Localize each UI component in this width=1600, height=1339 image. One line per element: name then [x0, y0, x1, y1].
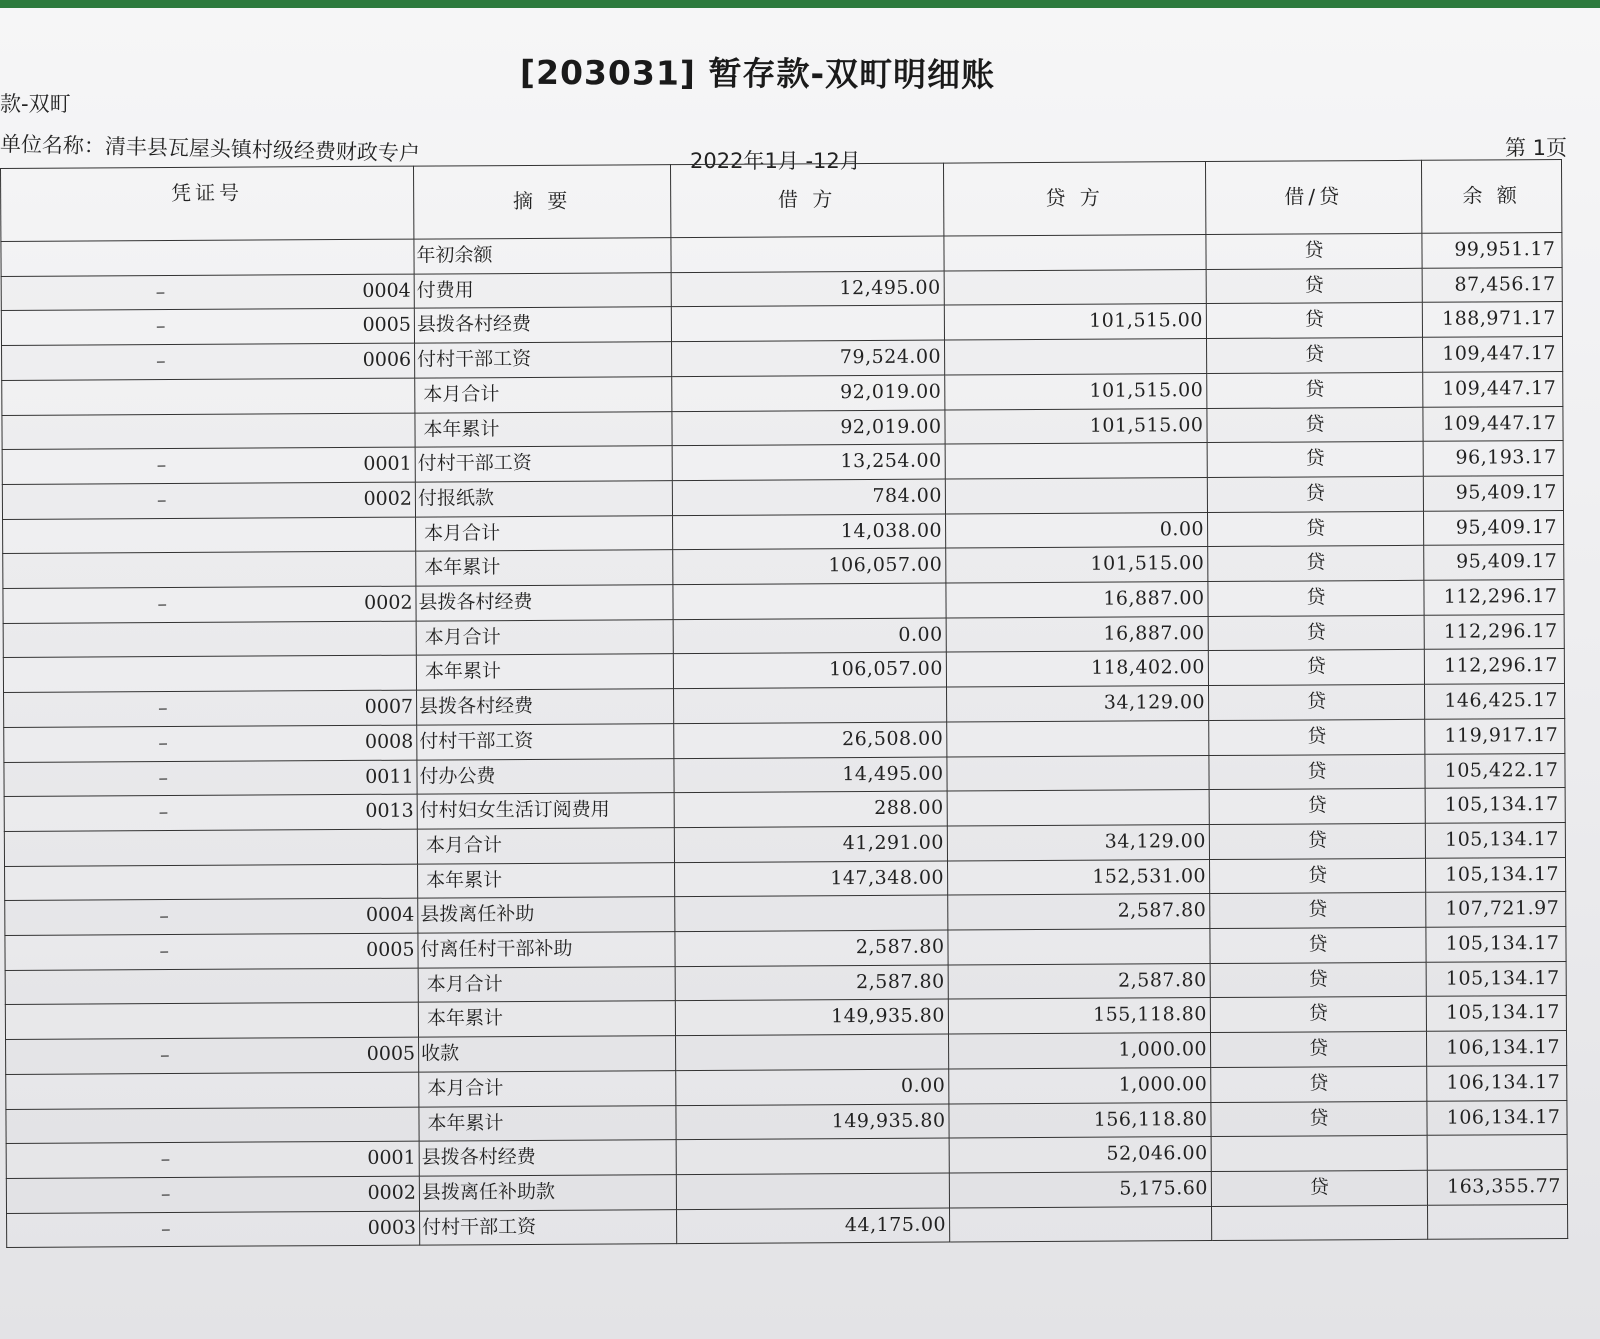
debit-cell: 14,495.00	[674, 757, 947, 793]
dc-cell: 贷	[1206, 233, 1422, 269]
unit-name: 单位名称：清丰县瓦屋头镇村级经费财政专户	[0, 132, 421, 166]
summary-cell: 县拨各村经费	[414, 307, 671, 343]
column-header-debit: 借 方	[670, 163, 943, 238]
voucher-number: 0002	[363, 487, 412, 510]
credit-cell	[948, 929, 1210, 965]
dc-cell: 贷	[1209, 789, 1425, 825]
voucher-number: 0005	[362, 314, 411, 337]
debit-cell: 41,291.00	[674, 826, 947, 862]
debit-cell: 147,348.00	[675, 861, 948, 897]
summary-cell: 本年累计	[419, 1105, 676, 1141]
credit-cell: 2,587.80	[948, 963, 1210, 999]
voucher-cell	[2, 413, 415, 450]
credit-cell: 156,118.80	[949, 1102, 1211, 1138]
debit-cell: 106,057.00	[673, 652, 946, 688]
debit-cell: 106,057.00	[673, 548, 946, 584]
debit-cell	[671, 305, 944, 341]
ledger-body	[1, 233, 1568, 1248]
debit-cell: 149,935.80	[676, 1104, 949, 1140]
balance-cell	[1427, 1135, 1567, 1171]
dc-cell: 贷	[1210, 962, 1426, 998]
dc-cell: 贷	[1207, 476, 1423, 512]
voucher-number: 0007	[364, 695, 414, 719]
voucher-cell	[4, 794, 417, 831]
debit-cell	[676, 1034, 949, 1070]
column-header-credit: 贷 方	[943, 162, 1205, 237]
credit-cell: 101,515.00	[946, 547, 1208, 583]
debit-cell: 0.00	[673, 618, 946, 654]
credit-cell	[944, 235, 1206, 271]
dc-cell: 贷	[1209, 754, 1425, 790]
voucher-number: 0006	[362, 348, 412, 372]
voucher-cell	[3, 586, 416, 623]
dc-cell	[1211, 1205, 1427, 1241]
credit-cell: 16,887.00	[946, 616, 1208, 652]
credit-cell: 34,129.00	[947, 686, 1209, 722]
summary-cell: 本年累计	[416, 654, 673, 690]
voucher-dash: –	[158, 731, 168, 754]
credit-cell	[947, 755, 1209, 791]
dc-cell: 贷	[1208, 546, 1424, 582]
voucher-cell	[2, 447, 415, 484]
voucher-number: 0003	[367, 1216, 417, 1239]
voucher-cell	[4, 760, 417, 797]
voucher-cell	[5, 898, 418, 935]
debit-cell: 2,587.80	[675, 965, 948, 1001]
summary-cell: 付离任村干部补助	[418, 932, 675, 968]
voucher-dash: –	[157, 593, 168, 616]
summary-cell: 付办公费	[417, 758, 674, 794]
dc-cell: 贷	[1206, 268, 1422, 304]
credit-cell: 34,129.00	[947, 824, 1209, 860]
credit-cell	[947, 720, 1209, 756]
debit-cell: 12,495.00	[671, 271, 944, 307]
balance-cell: 95,409.17	[1423, 475, 1563, 511]
credit-cell	[945, 477, 1207, 513]
debit-cell: 784.00	[672, 479, 945, 515]
credit-cell	[947, 790, 1209, 826]
voucher-number: 0002	[367, 1181, 416, 1204]
voucher-number: 0005	[366, 1042, 416, 1066]
dc-cell: 贷	[1207, 372, 1423, 408]
voucher-number: 0001	[363, 452, 412, 476]
balance-cell: 95,409.17	[1424, 545, 1564, 581]
balance-cell: 112,296.17	[1424, 580, 1564, 616]
account-label: 款-双町	[0, 92, 71, 116]
voucher-dash: –	[161, 1217, 171, 1240]
credit-cell: 101,515.00	[945, 408, 1207, 444]
balance-cell: 105,134.17	[1425, 857, 1565, 893]
credit-cell: 0.00	[946, 512, 1208, 548]
table-header-row	[1, 160, 1562, 242]
balance-cell: 146,425.17	[1424, 684, 1564, 720]
dc-cell: 贷	[1209, 684, 1425, 720]
debit-cell	[674, 687, 947, 723]
debit-cell	[676, 1138, 949, 1174]
voucher-cell	[1, 239, 414, 276]
summary-cell: 付村干部工资	[420, 1209, 677, 1245]
voucher-number: 0013	[365, 799, 414, 823]
voucher-dash: –	[160, 1183, 171, 1206]
voucher-cell	[6, 1107, 419, 1144]
dc-cell	[1211, 1136, 1427, 1172]
debit-cell: 26,508.00	[674, 722, 947, 758]
voucher-dash: –	[158, 697, 168, 720]
balance-cell: 109,447.17	[1422, 337, 1562, 373]
balance-cell: 105,134.17	[1425, 822, 1565, 858]
dc-cell: 贷	[1211, 1101, 1427, 1137]
credit-cell: 155,118.80	[948, 998, 1210, 1034]
balance-cell: 87,456.17	[1422, 267, 1562, 303]
voucher-dash: –	[155, 315, 166, 338]
dc-cell: 贷	[1207, 337, 1423, 373]
balance-cell: 99,951.17	[1422, 233, 1562, 269]
voucher-cell	[1, 274, 414, 311]
credit-cell: 118,402.00	[946, 651, 1208, 687]
voucher-dash: –	[156, 454, 167, 477]
voucher-dash: –	[158, 766, 169, 789]
voucher-dash: –	[156, 488, 167, 512]
voucher-dash: –	[158, 801, 169, 824]
voucher-cell	[2, 343, 415, 380]
voucher-number: 0004	[362, 279, 411, 302]
summary-cell: 付村干部工资	[417, 723, 674, 759]
voucher-cell	[2, 378, 415, 415]
balance-cell: 105,134.17	[1426, 996, 1566, 1032]
voucher-dash: –	[156, 350, 166, 373]
summary-cell: 付村妇女生活订阅费用	[417, 793, 674, 829]
summary-cell: 付村干部工资	[415, 342, 672, 378]
voucher-cell	[3, 551, 416, 588]
dc-cell: 贷	[1210, 858, 1426, 894]
dc-cell: 贷	[1211, 1066, 1427, 1102]
debit-cell: 149,935.80	[675, 1000, 948, 1036]
summary-cell: 本年累计	[415, 411, 672, 447]
dc-cell: 贷	[1208, 615, 1424, 651]
debit-cell: 44,175.00	[677, 1208, 950, 1244]
voucher-cell	[5, 864, 418, 901]
summary-cell: 付费用	[414, 272, 671, 308]
dc-cell: 贷	[1210, 997, 1426, 1033]
summary-cell: 本年累计	[418, 1001, 675, 1037]
summary-cell: 本年累计	[416, 550, 673, 586]
voucher-dash: –	[160, 1044, 170, 1067]
credit-cell: 52,046.00	[949, 1137, 1211, 1173]
summary-cell: 本月合计	[416, 619, 673, 655]
dc-cell: 贷	[1209, 823, 1425, 859]
balance-cell: 105,134.17	[1426, 927, 1566, 963]
balance-cell: 188,971.17	[1422, 302, 1562, 338]
voucher-cell	[4, 725, 417, 762]
dc-cell: 贷	[1210, 927, 1426, 963]
balance-cell: 106,134.17	[1427, 1065, 1567, 1101]
voucher-number: 0001	[367, 1146, 416, 1170]
summary-cell: 付报纸款	[415, 481, 672, 517]
debit-cell	[671, 236, 944, 272]
balance-cell: 106,134.17	[1427, 1100, 1567, 1136]
credit-cell: 16,887.00	[946, 582, 1208, 618]
summary-cell: 县拨各村经费	[419, 1140, 676, 1176]
credit-cell: 1,000.00	[949, 1033, 1211, 1069]
summary-cell: 本月合计	[418, 966, 675, 1002]
summary-cell: 本月合计	[416, 515, 673, 551]
summary-cell: 本月合计	[419, 1070, 676, 1106]
credit-cell: 2,587.80	[948, 894, 1210, 930]
debit-cell: 13,254.00	[672, 444, 945, 480]
debit-cell: 92,019.00	[672, 375, 945, 411]
balance-cell: 105,134.17	[1426, 961, 1566, 997]
voucher-cell	[6, 1141, 419, 1178]
debit-cell: 14,038.00	[673, 514, 946, 550]
summary-cell: 付村干部工资	[415, 446, 672, 482]
dc-cell: 贷	[1206, 303, 1422, 339]
column-header-dc: 借/贷	[1205, 160, 1421, 234]
voucher-cell	[3, 517, 416, 554]
voucher-cell	[6, 1176, 419, 1213]
page-title: [203031] 暂存款-双町明细账	[519, 52, 996, 95]
voucher-cell	[4, 829, 417, 866]
dc-cell: 贷	[1208, 511, 1424, 547]
summary-cell: 县拨离任补助款	[419, 1175, 676, 1211]
voucher-cell	[3, 656, 416, 693]
balance-cell: 105,134.17	[1425, 788, 1565, 824]
summary-cell: 县拨各村经费	[416, 585, 673, 621]
dc-cell: 贷	[1209, 719, 1425, 755]
summary-cell: 年初余额	[414, 238, 671, 274]
summary-cell: 本月合计	[417, 828, 674, 864]
summary-cell: 县拨离任补助	[418, 897, 675, 933]
voucher-number: 0011	[365, 765, 414, 788]
voucher-cell	[2, 482, 415, 519]
balance-cell: 96,193.17	[1423, 441, 1563, 477]
balance-cell: 105,422.17	[1425, 753, 1565, 789]
dc-cell: 贷	[1208, 580, 1424, 616]
summary-cell: 本月合计	[415, 376, 672, 412]
column-header-voucher: 凭证号	[1, 166, 414, 241]
voucher-cell	[6, 1072, 419, 1109]
credit-cell: 152,531.00	[948, 859, 1210, 895]
debit-cell: 92,019.00	[672, 410, 945, 446]
cover-edge	[0, 0, 1600, 8]
summary-cell: 本年累计	[418, 862, 675, 898]
voucher-number: 0005	[366, 938, 415, 961]
credit-cell	[945, 443, 1207, 479]
balance-cell: 163,355.77	[1427, 1169, 1567, 1205]
balance-cell: 112,296.17	[1424, 649, 1564, 685]
voucher-cell	[1, 309, 414, 346]
credit-cell	[945, 339, 1207, 375]
dc-cell: 贷	[1211, 1170, 1427, 1206]
dc-cell: 贷	[1207, 442, 1423, 478]
balance-cell: 109,447.17	[1423, 406, 1563, 442]
voucher-cell	[5, 968, 418, 1005]
balance-cell: 106,134.17	[1426, 1031, 1566, 1067]
column-header-summary: 摘 要	[413, 165, 670, 239]
balance-cell	[1427, 1204, 1567, 1240]
balance-cell: 95,409.17	[1423, 510, 1563, 546]
ledger-table	[0, 159, 1568, 1248]
voucher-dash: –	[159, 940, 170, 963]
voucher-dash: –	[159, 905, 169, 928]
balance-cell: 112,296.17	[1424, 614, 1564, 650]
debit-cell: 0.00	[676, 1069, 949, 1105]
credit-cell: 101,515.00	[944, 304, 1206, 340]
summary-cell: 县拨各村经费	[417, 689, 674, 725]
voucher-dash: –	[160, 1148, 171, 1171]
debit-cell	[676, 1173, 949, 1209]
column-header-balance: 余 额	[1421, 160, 1561, 234]
dc-cell: 贷	[1211, 1031, 1427, 1067]
credit-cell	[944, 269, 1206, 305]
voucher-number: 0008	[364, 730, 414, 753]
credit-cell	[950, 1206, 1212, 1242]
debit-cell: 288.00	[674, 791, 947, 827]
voucher-number: 0004	[365, 903, 415, 927]
balance-cell: 109,447.17	[1423, 371, 1563, 407]
debit-cell	[673, 583, 946, 619]
voucher-cell	[7, 1211, 420, 1248]
balance-cell: 107,721.97	[1426, 892, 1566, 928]
voucher-cell	[5, 933, 418, 970]
voucher-cell	[5, 1003, 418, 1040]
debit-cell	[675, 895, 948, 931]
voucher-cell	[4, 690, 417, 727]
page-number: 第 1页	[1505, 136, 1568, 160]
debit-cell: 79,524.00	[672, 340, 945, 376]
dc-cell: 贷	[1208, 650, 1424, 686]
credit-cell: 101,515.00	[945, 373, 1207, 409]
credit-cell: 5,175.60	[949, 1172, 1211, 1208]
debit-cell: 2,587.80	[675, 930, 948, 966]
summary-cell: 收款	[419, 1036, 676, 1072]
voucher-number: 0002	[364, 591, 413, 614]
credit-cell: 1,000.00	[949, 1067, 1211, 1103]
dc-cell: 贷	[1207, 407, 1423, 443]
dc-cell: 贷	[1210, 893, 1426, 929]
period-label: 2022年1月 -12月	[690, 149, 861, 173]
voucher-cell	[6, 1037, 419, 1074]
voucher-dash: –	[155, 280, 166, 303]
balance-cell: 119,917.17	[1425, 718, 1565, 754]
voucher-cell	[3, 621, 416, 658]
